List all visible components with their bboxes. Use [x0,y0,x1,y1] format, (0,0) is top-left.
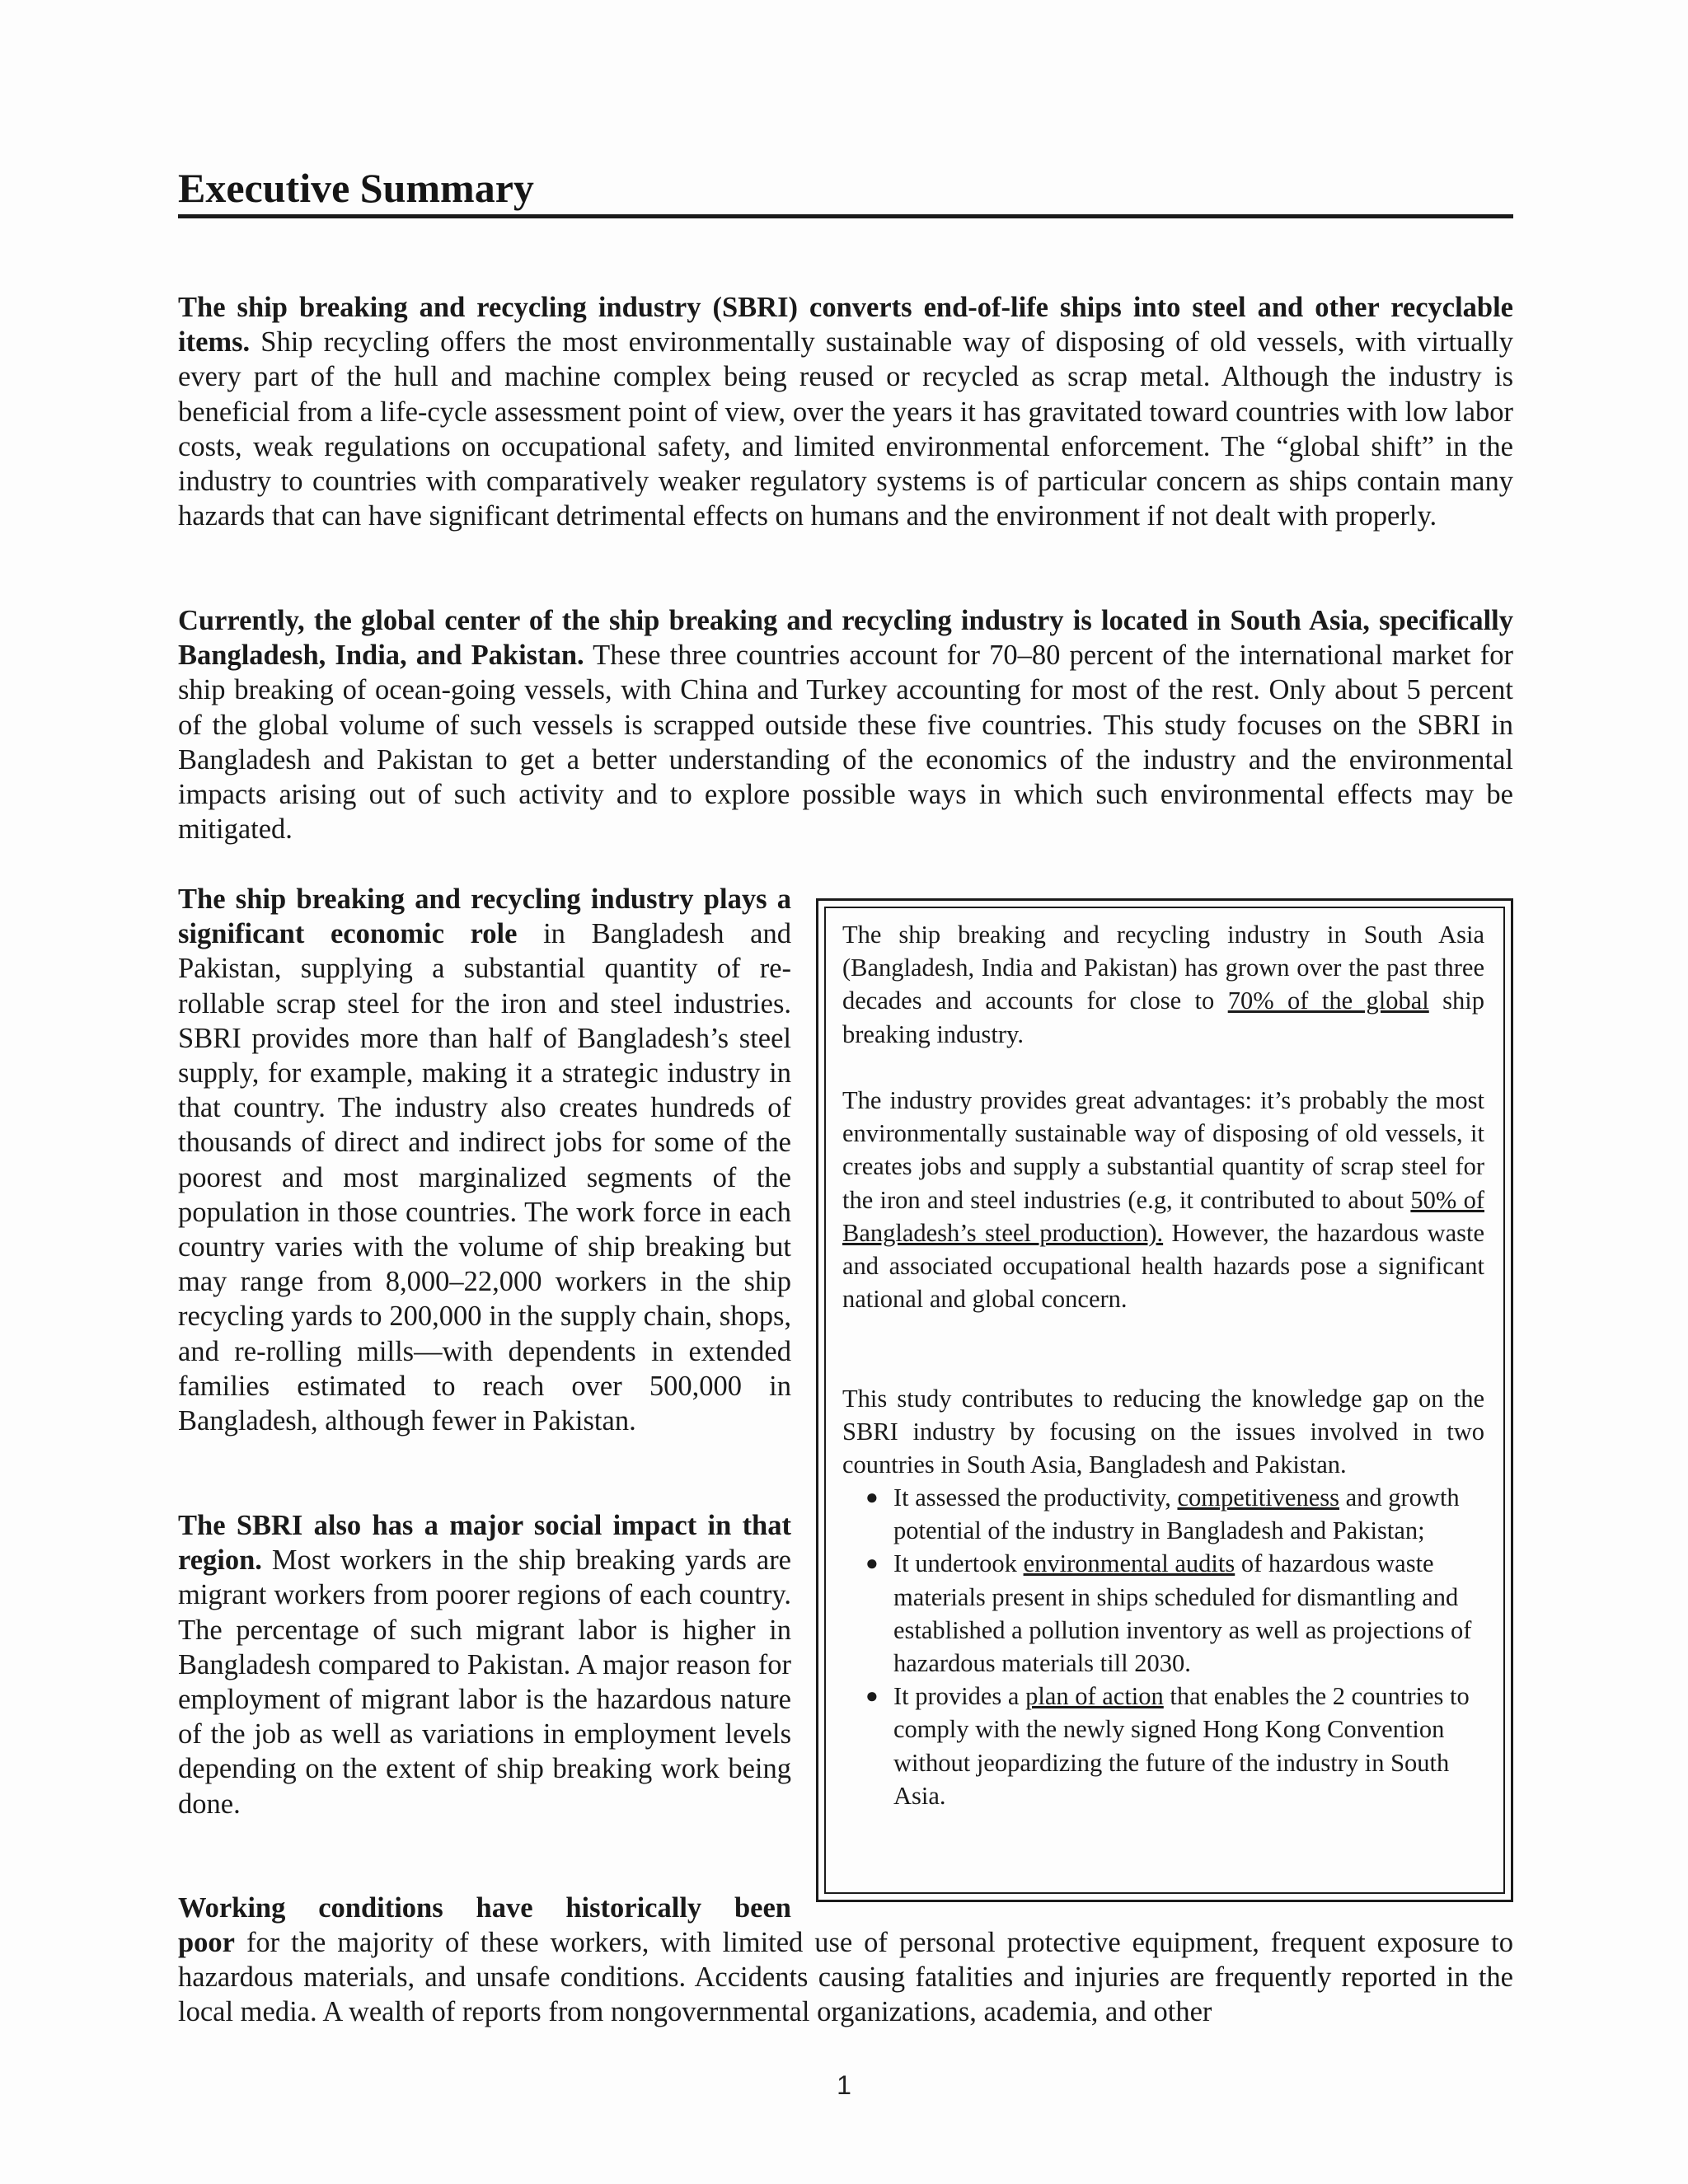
bullet-text-run: of hazardous waste materials present in ships scheduled for dismantling and established a pollution inventory as well as projections of hazardous materials till 2030. [893,1549,1472,1678]
paragraph-lead: poor [178,1927,235,1958]
bullet-text-run: and growth potential of the industry in Bangladesh and Pakistan; [893,1483,1460,1545]
paragraph-lead: The SBRI also has a major social impact in that region. [178,1510,791,1577]
box-bullet-item [842,1481,1484,1547]
box-paragraph-study: This study contributes to reducing the knowledge gap on the SBRI industry by focusing on the issues involved in two countries in South Asia, Bangladesh and Pakistan. [842,1385,1484,1479]
paragraph-lead: Currently, the global center of the ship breaking and recycling industry is located in South Asia, specifically Bangladesh, India, and Pakistan. [178,605,1513,672]
paragraph-body: These three countries account for 70–80 percent of the international market for ship breaking of ocean-going vessels, with China and Turkey accounting for most of the rest. Only about 5 percent of the global volume of such vessels is scrapped outside these five countries. This study focuses on the SBRI in Bangladesh and Pakistan to get a better understanding of the economics of the industry and the environmental impacts arising out of such activity and to explore possible ways in which such environmental effects may be mitigated. [178,640,1513,846]
paragraph-body: Ship recycling offers the most environmentally sustainable way of disposing of old vessels, with virtually every part of the hull and machine complex being reused or recycled as scrap metal. Although the industry is beneficial from a life-cycle assessment point of view, over the years it has gravitated toward countries with low labor costs, weak regulations on occupational safety, and limited environmental enforcement. The “global shift” in the industry to countries with comparatively weaker regulatory systems is of particular concern as ships contain many hazards that can have significant detrimental effects on humans and the environment if not dealt with properly. [178,326,1513,532]
bullet-text-run: that enables the 2 countries to comply with the newly signed Hong Kong Convention without jeopardizing the future of the industry in South Asia. [893,1682,1470,1810]
bullet-icon: ● [865,1684,879,1708]
bullet-text-run: It undertook [893,1549,1024,1578]
paragraph-lead: The ship breaking and recycling industry plays a significant economic role [178,883,791,950]
paragraph-working-conditions-lead [178,1891,791,1925]
box-text-run: The ship breaking and recycling industry in South Asia (Bangladesh, India and Pakistan) has grown over the past three decades and accounts for close to [842,921,1484,1015]
box-underlined-text: 50% of Bangladesh’s steel production). [842,1185,1484,1247]
bullet-text-run: It provides a [893,1682,1026,1711]
box-text-run: The industry provides great advantages: it’s probably the most environmentally sustainable way of disposing of old vessels, it creates jobs and supply a substantial quantity of scrap steel for the iron and steel industries (e.g, it contributed to about [842,1086,1484,1214]
page-title: Executive Summary [178,165,534,211]
title-rule [178,214,1513,218]
box-underlined-text: 70% of the global [1227,987,1429,1015]
box-bullet-item [842,1680,1484,1812]
paragraph-body: in Bangladesh and Pakistan, supplying a substantial quantity of re-rollable scrap steel for the iron and steel industries. SBRI provides more than half of Bangladesh’s steel supply, for example, making it a strategic industry in that country. The industry also creates hundreds of thousands of direct and indirect jobs for some of the poorest and most marginalized segments of the population in those countries. The work force in each country varies with the volume of ship breaking but may range from 8,000–22,000 workers in the ship recycling yards to 200,000 in the supply chain, shops, and re-rolling mills—with dependents in extended families estimated to reach over 500,000 in Bangladesh, although fewer in Pakistan. [178,918,791,1437]
paragraph-working-conditions [178,1925,1513,2030]
paragraph-social-impact [178,1508,791,1821]
bullet-text-run: It assessed the productivity, [893,1483,1178,1511]
box-bullet-item [842,1547,1484,1680]
bullet-icon: ● [865,1485,879,1509]
paragraph-body: for the majority of these workers, with limited use of personal protective equipment, frequent exposure to hazardous materials, and unsafe conditions. Accidents causing fatalities and injuries are frequently reported in the local media. A wealth of reports from nongovernmental organizations, academia, and other [178,1927,1513,2028]
bullet-underlined-text: plan of action [1025,1682,1164,1711]
paragraph-economic-role [178,882,791,1438]
box-paragraph-advantages [842,1084,1484,1315]
paragraph-body: Most workers in the ship breaking yards are migrant workers from poorer regions of each country. The percentage of such migrant labor is higher in Bangladesh compared to Pakistan. A major reason for employment of migrant labor is the hazardous nature of the job as well as variations in employment levels depending on the extent of ship breaking work being done. [178,1544,791,1820]
paragraph-sbri-intro [178,290,1513,533]
box-text-run: However, the hazardous waste and associated occupational health hazards pose a significant national and global concern. [842,1218,1484,1314]
box-paragraph-growth [842,918,1484,1051]
bullet-underlined-text: competitiveness [1177,1483,1339,1511]
page-number: 1 [837,2070,851,2100]
paragraph-lead: The ship breaking and recycling industry (SBRI) converts end-of-life ships into steel and other recyclable items. [178,292,1513,359]
box-bullet-list [842,1481,1484,1812]
paragraph-global-center [178,603,1513,846]
bullet-icon: ● [865,1551,879,1576]
bullet-underlined-text: environmental audits [1023,1549,1236,1578]
paragraph-lead: Working conditions have historically been [178,1892,791,1924]
box-text-run: ship breaking industry. [842,987,1485,1048]
